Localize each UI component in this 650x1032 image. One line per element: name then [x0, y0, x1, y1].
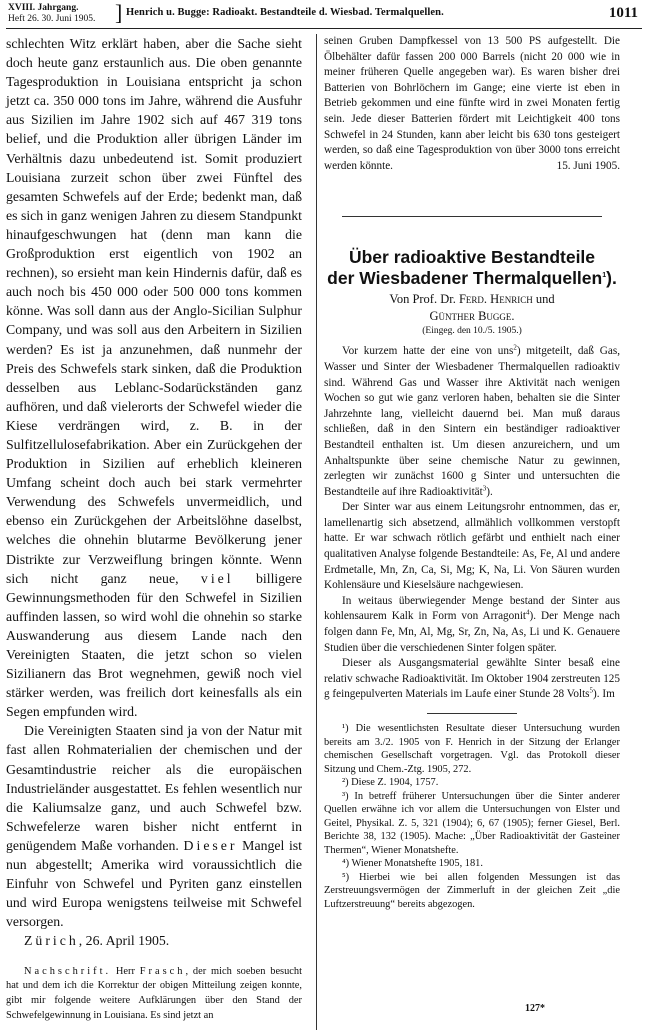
footnote: ⁴) Wiener Monatshefte 1905, 181.	[342, 858, 483, 869]
footnote: ³) In betreff früherer Untersuchungen über die Sinter anderer Quellen erwähne ich vor allem die Untersuchungen von Elster und Geitel, Physikal. Z. 5, 321 (1904); 6, 67 (1905); ferner Giesel, Berl. Berichte 38, 132 (1905). Mache: „Über Radioaktivität der Gasteiner Thermen“, Wiener Monatshefte.	[324, 790, 620, 856]
postscript: Nachschrift. Herr Frasch, der mich soeben besucht hat und dem ich die Korrektur der obigen Mitteilung zeigen konnte, gibt mir folgende weitere Aufklärungen über den Stand der Schwefelgewinnung in Louisiana. Es sind jetzt an	[6, 965, 302, 1021]
footnote: ¹) Die wesentlichsten Resultate dieser Untersuchung wurden bereits am 3./2. 1905 von F. Henrich in der Sitzung der Erlanger chemischen Gesellschaft vorgetragen. Vgl. das Protokoll dieser Sitzung und Chem.-Ztg. 1905, 272.	[324, 723, 620, 775]
authors: Von Prof. Dr. Ferd. Henrich und Günther Bugge.	[389, 292, 555, 324]
article-title: Über radioaktive Bestandteile der Wiesbadener Thermalquellen$^1$).	[327, 247, 617, 289]
issue-date: Heft 26. 30. Juni 1905.	[8, 14, 96, 24]
header-bracket: ]	[115, 0, 123, 25]
emphasis: viel	[200, 570, 234, 586]
printer-signature: 127*	[525, 1003, 545, 1014]
volume-label: XVIII. Jahrgang.	[8, 3, 79, 13]
received-date: (Eingeg. den 10./5. 1905.)	[422, 326, 522, 337]
paragraph: seinen Gruben Dampfkessel von 13 500 PS aufgestellt. Die Ölbehälter dafür fassen 200 000 Barrels (nicht 20 000 wie in meiner früheren Quelle angegeben war). Es waren bisher drei Batterien von Bohrlöchern im Gange; eine vierte ist eben in Betrieb gekommen und eine fünfte wird in zwei Monaten fertig sein. Jede dieser Batterien fördert mit Leichtigkeit 400 tons Schwefel in 24 Stunden, kann aber leicht bis 630 tons gesteigert werden, so daß eine Tagesproduktion von über 3000 tons erreicht werden könnte. 15. Juni 1905.	[324, 34, 620, 174]
paragraph: Die Vereinigten Staaten sind ja von der Natur mit fast allen Rohmaterialien der chemischen und der Gesamtindustrie reicher als die europäischen Industrieländer ausgestattet. Es fehlen wesentlich nur die Kaliumsalze ganz, und auch Schwefel bzw. Schwefelerze waren bisher nicht entfernt in genügendem Maße vorhanden. Dieser Mangel ist nun abgestellt; Amerika wird voraussichtlich die Einfuhr von Schwefel und Pyriten ganz einstellen und wird Europa wenigstens teilweise mit Schwefel versorgen.	[6, 723, 302, 930]
left-column	[6, 34, 302, 1023]
author-name: Ferd. Henrich	[458, 292, 533, 307]
paragraph: Der Sinter war aus einem Leitungsrohr entnommen, das er, lamellenartig sich absetzend, allmählich vollkommen verstopft hatte. Er war schwach rötlich gefärbt und enthielt nach einer qualitativen Analyse folgende Bestandteile: As, Fe, Al und andere Erdmetalle, Mn, Zn, Ca, Si, Mg; K, Na, Li. Von Säuren wurden Kohlensäure und Kieselsäure nachgewiesen.	[324, 501, 620, 592]
paragraph: schlechten Witz erklärt haben, aber die Sache sieht doch heute ganz erstaunlich aus. Die oben genannte Tagesproduktion in Louisiana entspricht ja schon jetzt ca. 350 000 tons im Jahre, während die Ausfuhr aus Sizilien im Jahre 1902 sich auf 467 319 tons belief, und die Produktion aller übrigen Länder im Verhältnis dazu unbedeutend ist. Somit produziert Louisiana zurzeit schon über zwei Fünftel des gesamten Schwefels auf der Erde; bedenkt man, daß es sich in ganz wenigen Jahren zu diesem Standpunkt hinaufgeschwungen hat (denn man kann die Großproduktion erst eigentlich von 1902 an rechnen), so ersieht man kein Hindernis dafür, daß es auch noch bis 450 000 oder 500 000 tons kommen könne. Was soll dann aus der Anglo-Sicilian Sulphur Company, und was soll aus den Arbeitern in Sizilien werden? Es ist ja anzunehmen, daß nunmehr der Preis des Schwefels stark sinken, daß die Produktion desselben aus Leblanc-Sodarückständen ganz aufhören, und daß vielerorts der Schwefel wieder die Kiese verdrängen wird, z. B. in der Sulfitzellulosefabrikation. Aber ein Zurückgehen der Produktion in Sizilien auf erheblich kleineren Umfang scheint doch auch bei stark vermehrter Verwendung des Schwefels unvermeidlich, und ebenso ein Zurückgehen der Arbeitslöhne daselbst, welches die ohnehin blutarme Bevölkerung jener Distrikte zur Verzweiflung bringen könnte. Wenn sich nicht ganz neue, viel billigere Gewinnungsmethoden für den Schwefel in Sizilien auffinden lassen, so wird wohl die ohnehin so starke Auswanderung aus diesem Lande nach den Vereinigten Staaten, die jetzt schon so vielen Sizilianern das Brot wegnehmen, gewiß noch viel stärker werden, was freilich dort keinesfalls als ein Segen empfunden wird.	[6, 36, 302, 720]
running-header	[6, 2, 642, 29]
footnote: ²) Diese Z. 1904, 1757.	[342, 777, 439, 788]
paragraph: In weitaus überwiegender Menge bestand der Sinter aus kohlensaurem Kalk in Form von Arragonit$^4$). Der Menge nach folgen dann Fe, Mn, Al, Mg, Sr, Zn, Na, As, Li und K. Genauere Studien über die verschiedenen Sinter folgen später.	[324, 594, 620, 654]
date: 15. Juni 1905.	[556, 159, 620, 172]
emphasis: Dieser	[183, 837, 238, 853]
date: , 26. April 1905.	[78, 933, 170, 949]
paragraph: Dieser als Ausgangsmaterial gewählte Sinter besaß eine relativ schwache Radioaktivität. Im Oktober 1904 zerstreuten 125 g feingepulverten Materials im Laufe einer Stunde 28 Volts$^5$). Im	[324, 657, 620, 701]
footnote-separator	[427, 713, 517, 714]
footnote: ⁵) Hierbei wie bei allen folgenden Messungen ist das Zerstreuungsvermögen der Zimmerluft in der gleichen Zeit „die Luftzerstreuung“ bereits abgezogen.	[324, 871, 620, 910]
author-name: Günther Bugge.	[429, 309, 515, 324]
signature-line	[6, 931, 302, 950]
page-number: 1011	[608, 5, 638, 21]
section-separator	[342, 216, 602, 217]
paragraph: Vor kurzem hatte der eine von uns$^2$) mitgeteilt, daß Gas, Wasser und Sinter der Wiesbadener Thermalquellen radioaktiv sind. Während Gas und Wasser ihre Aktivität nach wenigen Wochen so gut wie ganz verloren haben, behalten sie die Sinter Jahrzehnte lang, vielleicht dauernd bei. Man muß daraus schließen, daß in den Sintern ein beständiger radioaktiver Bestandteil enthalten ist. Um diesen anzureichern, und um Anhaltspunkte über seine chemische Natur zu gewinnen, zerlegten wir zunächst 1600 g Sinter und untersuchten die Bestandteile auf ihre Radioaktivität$^3$).	[324, 343, 620, 498]
place: Zürich	[24, 933, 79, 949]
column-divider	[316, 34, 317, 1030]
running-title: Henrich u. Bugge: Radioakt. Bestandteile d. Wiesbad. Termalquellen.	[126, 7, 444, 18]
right-column	[324, 34, 620, 911]
